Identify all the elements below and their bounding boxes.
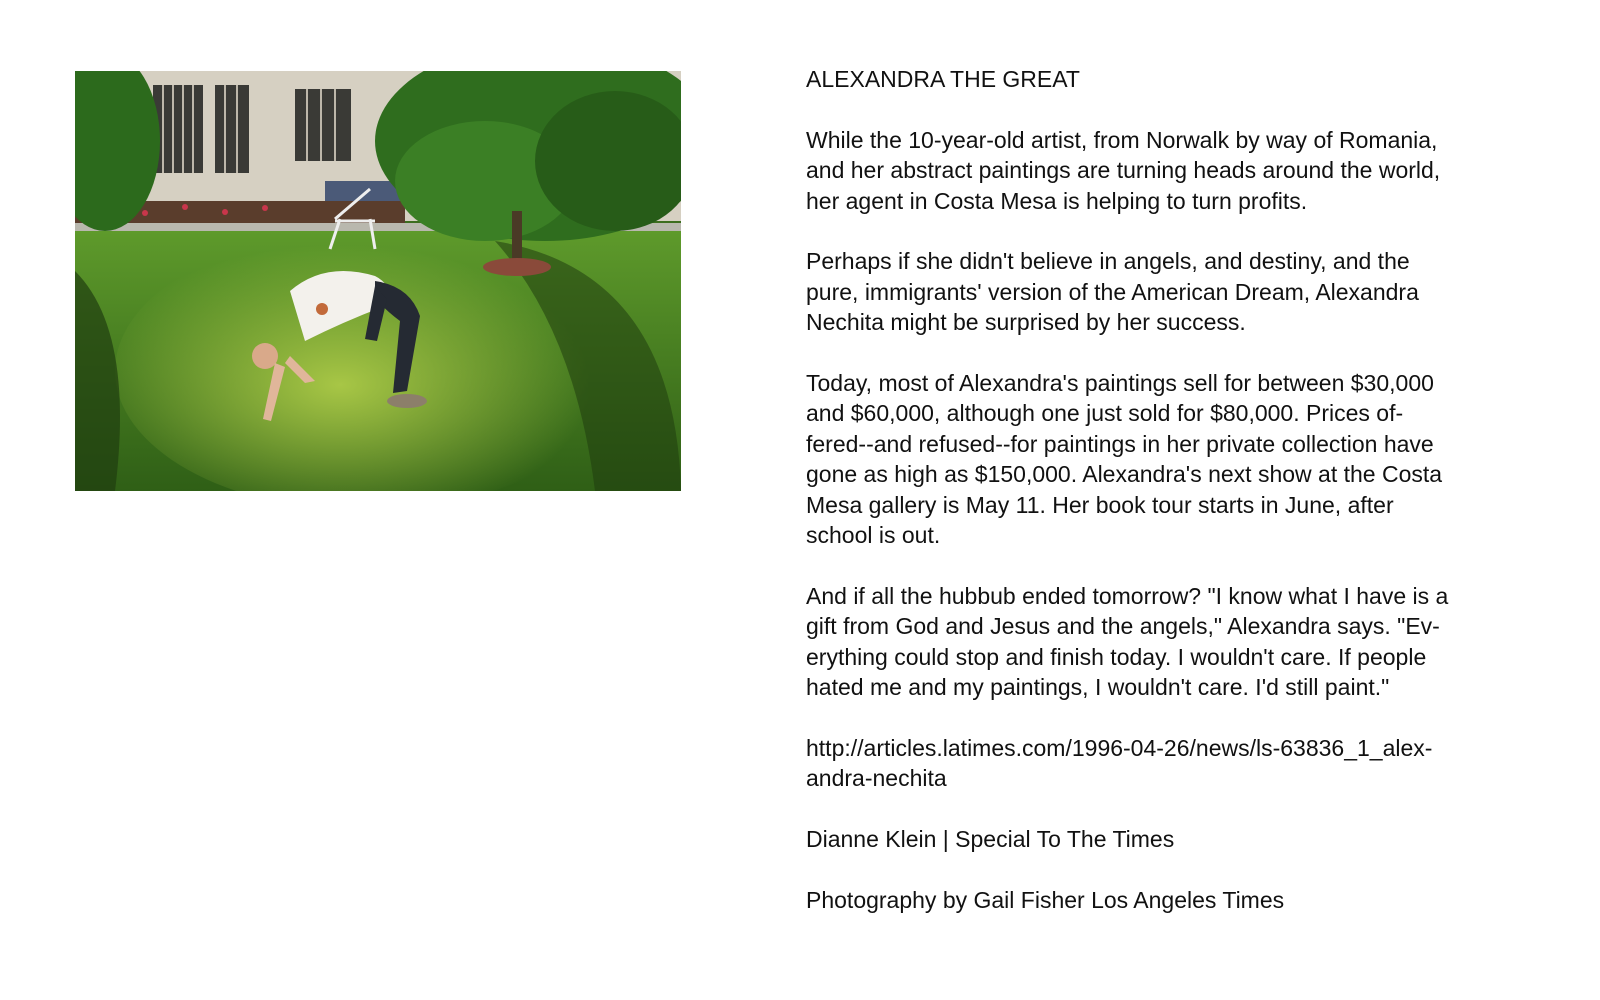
source-url: http://articles.latimes.com/1996-04-26/news/ls-63836_1_alex- andra-nechita	[806, 734, 1433, 792]
photo-illustration	[75, 71, 681, 491]
article-text	[806, 64, 1526, 946]
tree-planter	[483, 258, 551, 276]
article-paragraph: Today, most of Alexandra's paintings sell for between $30,000 and $60,000, although one just sold for $80,000. Prices of- fered--and refused--for paintings in her private collection have gone as high as $150,000. Alexandra's next show at the Costa Mesa gallery is May 11. Her book tour starts in June, after school is out.	[806, 370, 1443, 549]
article-paragraph: While the 10-year-old artist, from Norwalk by way of Romania, and her abstract paintings are turning heads around the world, her agent in Costa Mesa is helping to turn profits.	[806, 126, 1441, 214]
byline: Dianne Klein | Special To The Times	[806, 826, 1175, 853]
article-paragraph: And if all the hubbub ended tomorrow? "I know what I have is a gift from God and Jesus and the angels," Alexandra says. "Ev- erything could stop and finish today. I wouldn't care. If people hated me and my paintings, I wouldn't care. I'd still paint."	[806, 582, 1449, 701]
window-right	[295, 89, 351, 161]
article-title: ALEXANDRA THE GREAT	[806, 66, 1080, 92]
photo-credit: Photography by Gail Fisher Los Angeles Times	[806, 886, 1285, 913]
window-middle	[215, 85, 249, 173]
article-photo	[75, 71, 681, 491]
window-left	[153, 85, 203, 173]
article-paragraph: Perhaps if she didn't believe in angels, and destiny, and the pure, immigrants' version of the American Dream, Alexandra Nechita might be surprised by her success.	[806, 248, 1419, 336]
